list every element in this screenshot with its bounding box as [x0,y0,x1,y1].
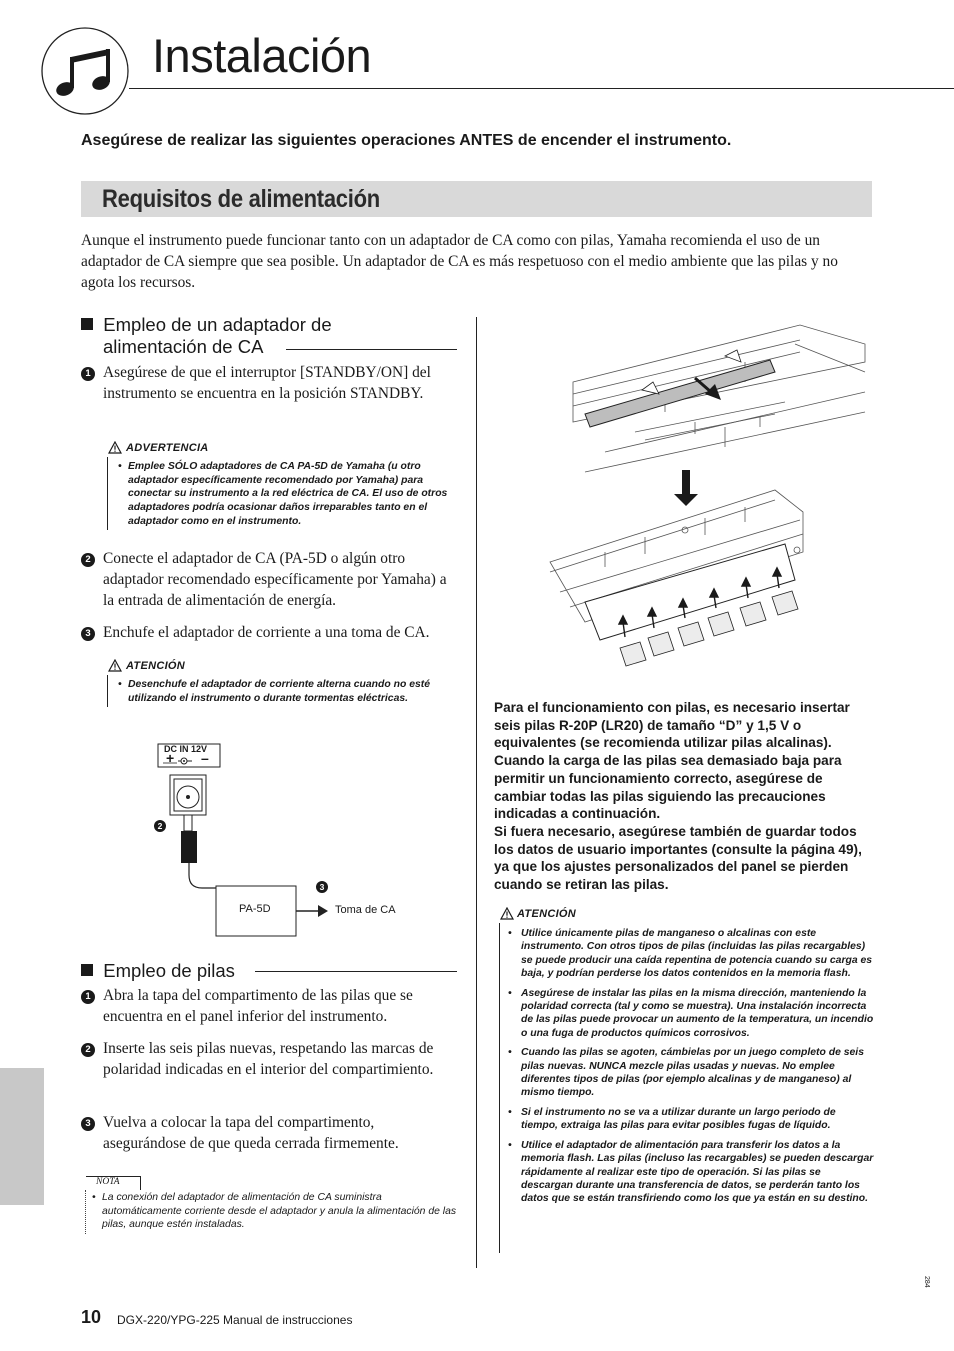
caution-label: ATENCIÓN [517,908,577,920]
music-note-icon [41,27,129,115]
caution-icon [108,659,122,672]
page-code: 284 [923,1276,930,1288]
step-number: 1 [81,990,95,1004]
connection-diagram-drawing [150,735,450,945]
adapter-heading-line1: Empleo de un adaptador de [103,314,332,335]
adapter-heading-line2: alimentación de CA [103,336,264,357]
section-intro: Aunque el instrumento puede funcionar tanto con un adaptador de CA como con pilas, Yamaha recomienda el uso de un adaptador de CA siempre que sea posible. Un adaptador de CA es más respetuoso con el medio ambiente que las pilas y no agota los recursos. [81,232,838,291]
square-bullet-icon [81,318,93,330]
caution-item: • Asegúrese de instalar las pilas en la misma dirección, manteniendo la polaridad correcta (tal y como se muestra). Una instalación incorrecta de las pilas puede provocar un aumento de la temperatura, un incendio o una fuga de productos químicos corrosivos. [508,987,874,1039]
batteries-heading [81,960,235,982]
outlet-label: Toma de CA [335,904,396,916]
plus-symbol: + [166,750,175,766]
note-text: La conexión del adaptador de alimentación de CA suministra automáticamente corriente desde el adaptador y anula la alimentación de las pilas, aunque estén instaladas. [102,1192,457,1231]
dc-in-label: DC IN 12V [164,744,208,754]
section-banner [81,181,872,217]
battery-caution-list [508,927,874,1212]
caution-item-text: Asegúrese de instalar las pilas en la misma dirección, manteniendo la polaridad correcta (tal y como se muestra). Una instalación incorrecta de las pilas puede provocar un aumento de la temperatura, un incendio o una fuga de productos químicos corrosivos. [521,987,874,1039]
warning-bar [107,457,108,530]
caution-item-text: Cuando las pilas se agoten, cámbielas por un juego completo de seis pilas nuevas. NUNCA mezcle pilas usadas y nuevas. No emplee diferentes tipos de pilas (por ejemplo alcalinas y de manganeso) al mismo tiempo. [521,1047,864,1099]
warning-icon [108,441,122,454]
note-label-box [86,1176,141,1190]
caution-item-text: Utilice el adaptador de alimentación para transferir los datos a la memoria flash. Las pilas (incluso las recargables) se pueden descargar rápidamente al realizar este tipo de operación. Si las pilas se descargan durante una transferencia de datos, se perderán tanto los datos que se están transfiriendo como los que ya están en su destino. [521,1139,874,1205]
page-title: Instalación [152,29,372,82]
manual-title: DGX-220/YPG-225 Manual de instrucciones [117,1313,353,1327]
note-bar [85,1190,86,1234]
battery-step-1: Abra la tapa del compartimento de las pilas que se encuentra en el panel inferior del instrumento. [103,987,413,1025]
caution-item-text: Si el instrumento no se va a utilizar durante un largo periodo de tiempo, extraiga las pilas para evitar posibles fugas de líquido. [521,1106,836,1132]
batteries-heading-text: Empleo de pilas [103,960,235,981]
step-number: 2 [81,1043,95,1057]
caution-text: Desenchufe el adaptador de corriente alterna cuando no esté utilizando el instrumento o durante tormentas eléctricas. [128,679,430,704]
intro-instruction: Asegúrese de realizar las siguientes operaciones ANTES de encender el instrumento. [81,132,732,149]
column-divider [476,317,477,1268]
note-box: • La conexión del adaptador de alimentación de CA suministra automáticamente corriente desde el adaptador y anula la alimentación de las pilas, aunque estén instaladas. [92,1192,457,1231]
battery-step-3: Vuelva a colocar la tapa del compartimento, asegurándose de que queda cerrada firmemente. [103,1114,399,1152]
callout-3: 3 [316,881,328,893]
adapter-step-2: Conecte el adaptador de CA (PA-5D o algún otro adaptador recomendado específicamente por Yamaha) a la entrada de alimentación de energía. [103,550,447,609]
caution-bar [107,675,108,707]
step-number: 3 [81,1117,95,1131]
caution-item: • Cuando las pilas se agoten, cámbielas por un juego completo de seis pilas nuevas. NUNCA mezcle pilas usadas y nuevas. No emplee diferentes tipos de pilas (por ejemplo alcalinas y de manganeso) al mismo tiempo. [508,1047,864,1099]
battery-step-2: Inserte las seis pilas nuevas, respetando las marcas de polaridad indicadas en el interior del compartimiento. [103,1040,434,1078]
battery-info [494,699,874,894]
battery-info-para2: Si fuera necesario, asegúrese también de guardar todos los datos de usuario importantes (consulte la página 49), ya que los ajustes personalizados del panel se pierden cuando se retiran las pilas. [494,823,862,893]
step-number: 3 [81,627,95,641]
caution-item: • Si el instrumento no se va a utilizar durante un largo periodo de tiempo, extraiga las pilas para evitar posibles fugas de líquido. [508,1106,836,1132]
heading-rule [286,349,457,350]
adapter-step-1: Asegúrese de que el interruptor [STANDBY/ON] del instrumento se encuentra en la posición STANDBY. [103,364,431,402]
side-tab [0,1068,44,1205]
step-number: 2 [81,553,95,567]
title-rule [129,88,954,89]
heading-rule [255,971,457,972]
caution-icon [500,907,514,920]
square-bullet-icon [81,964,93,976]
section-title: Requisitos de alimentación [102,185,380,213]
adapter-connection-diagram [150,735,450,945]
caution-item: • Utilice únicamente pilas de manganeso o alcalinas con este instrumento. Con otros tipos de pilas (incluidas las pilas recargables) se puede producir una caída repentina de potencia cuando su carga es baja, y podrían perderse los datos contenidos en la memoria flash. [508,928,873,980]
caution-item: • Utilice el adaptador de alimentación para transferir los datos a la memoria flash. Las pilas (incluso las recargables) se pueden descargar rápidamente al realizar este tipo de operación. Si las pilas se descargan durante una transferencia de datos, se perderán tanto los datos que se están transfiriendo como los que ya están en su destino. [508,1139,874,1205]
warning-text: Emplee SÓLO adaptadores de CA PA-5D de Yamaha (u otro adaptador específicamente recomendado por Yamaha) para conectar su instrumento a la red eléctrica de CA. El uso de otros adaptadores podría ocasionar daños irreparables tanto en el adaptador como en el instrumento. [128,461,448,527]
caution-item-text: Utilice únicamente pilas de manganeso o alcalinas con este instrumento. Con otros tipos de pilas (incluidas las pilas recargables) se puede producir una caída repentina de potencia cuando su carga es baja, y podrían perderse los datos contenidos en la memoria flash. [521,928,873,980]
battery-compartment-illustration [545,322,875,674]
caution-label: ATENCIÓN [126,660,186,672]
warning-label: ADVERTENCIA [126,442,209,454]
step-number: 1 [81,367,95,381]
caution-bar [499,923,500,1253]
warning-box: • Emplee SÓLO adaptadores de CA PA-5D de Yamaha (u otro adaptador específicamente recomendado por Yamaha) para conectar su instrumento a la red eléctrica de CA. El uso de otros adaptadores podría ocasionar daños irreparables tanto en el adaptador como en el instrumento. [118,461,448,527]
minus-symbol: – [201,750,209,766]
adapter-heading [81,314,461,358]
note-label: NOTA [96,1177,120,1187]
callout-2: 2 [154,820,166,832]
battery-info-para1: Para el funcionamiento con pilas, es necesario insertar seis pilas R-20P (LR20) de tamaño “D” y 1,5 V o equivalentes (se recomienda utilizar pilas alcalinas). Cuando la carga de las pilas sea demasiado baja para permitir un funcionamiento correcto, asegúrese de cambiar todas las pilas siguiendo las precauciones indicadas a continuación. [494,700,850,822]
page-number: 10 [81,1307,102,1327]
adapter-model-label: PA-5D [239,903,271,915]
caution-box: • Desenchufe el adaptador de corriente alterna cuando no esté utilizando el instrumento o durante tormentas eléctricas. [118,679,430,704]
adapter-step-3: Enchufe el adaptador de corriente a una toma de CA. [103,624,430,641]
